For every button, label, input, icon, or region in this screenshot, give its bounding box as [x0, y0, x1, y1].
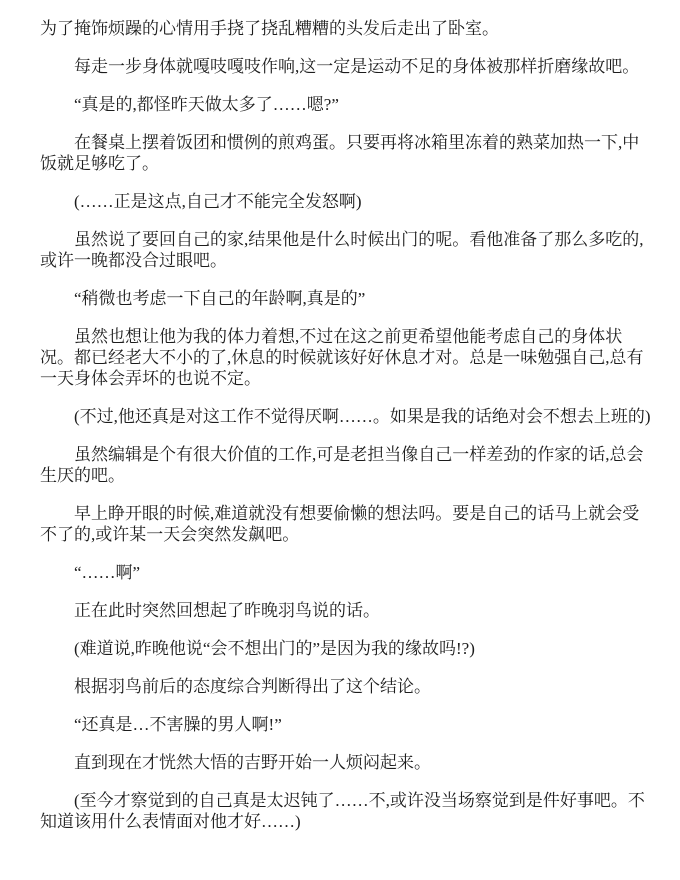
paragraph-16-dialogue: “还真是…不害臊的男人啊!” [74, 715, 282, 734]
paragraph-18-thought: (至今才察觉到的自己真是太迟钝了……不,或许没当场察觉到是件好事吧。不知道该用什么表情面对他才好……) [40, 791, 645, 831]
paragraph-17: 直到现在才恍然大悟的吉野开始一人烦闷起来。 [74, 753, 431, 772]
paragraph-6: 虽然说了要回自己的家,结果他是什么时候出门的呢。看他准备了那么多吃的,或许一晚都没合过眼吧。 [40, 230, 644, 270]
paragraph-15: 根据羽鸟前后的态度综合判断得出了这个结论。 [74, 677, 431, 696]
paragraph-3-dialogue: “真是的,都怪昨天做太多了……嗯?” [74, 95, 339, 114]
paragraph-12-dialogue: “……啊” [74, 563, 141, 582]
paragraph-5-thought: (……正是这点,自己才不能完全发怒啊) [74, 192, 362, 211]
paragraph-13: 正在此时突然回想起了昨晚羽鸟说的话。 [74, 601, 380, 620]
paragraph-14-thought: (难道说,昨晚他说“会不想出门的”是因为我的缘故吗!?) [74, 639, 475, 658]
paragraph-9-thought: (不过,他还真是对这工作不觉得厌啊……。如果是我的话绝对会不想去上班的) [74, 407, 651, 426]
novel-text-block [40, 18, 652, 832]
paragraph-2: 每走一步身体就嘎吱嘎吱作响,这一定是运动不足的身体被那样折磨缘故吧。 [74, 57, 640, 76]
paragraph-1: 为了掩饰烦躁的心情用手挠了挠乱糟糟的头发后走出了卧室。 [40, 19, 499, 38]
paragraph-10: 虽然编辑是个有很大价值的工作,可是老担当像自己一样差劲的作家的话,总会生厌的吧。 [40, 445, 644, 485]
paragraph-8: 虽然也想让他为我的体力着想,不过在这之前更希望他能考虑自己的身体状况。都已经老大不小的了,休息的时候就该好好休息才对。总是一味勉强自己,总有一天身体会弄坏的也说不定。 [40, 327, 644, 388]
paragraph-4: 在餐桌上摆着饭团和惯例的煎鸡蛋。只要再将冰箱里冻着的熟菜加热一下,中饭就足够吃了。 [40, 133, 640, 173]
paragraph-11: 早上睁开眼的时候,难道就没有想要偷懒的想法吗。要是自己的话马上就会受不了的,或许某一天会突然发飙吧。 [40, 504, 640, 544]
paragraph-7-dialogue: “稍微也考虑一下自己的年龄啊,真是的” [74, 289, 366, 308]
